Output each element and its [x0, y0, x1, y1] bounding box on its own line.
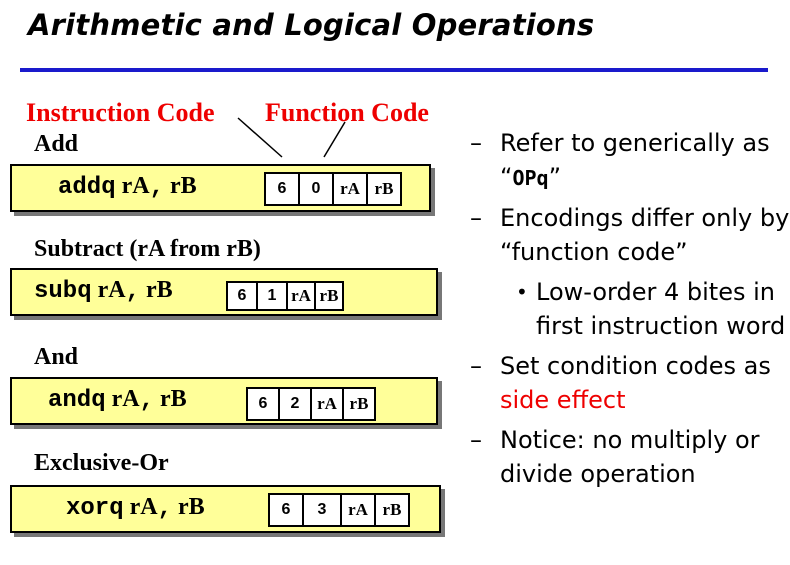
function-code-arrow	[324, 122, 345, 157]
encoding-rb: rB	[349, 394, 369, 413]
encoding-andq	[246, 387, 376, 421]
encoding-icode: 6	[266, 174, 300, 204]
opcode-mnemonic: andq	[48, 387, 106, 414]
encoding-rb: rB	[374, 179, 394, 198]
encoding-ifun: 3	[304, 495, 342, 525]
encoding-ra: rA	[342, 495, 376, 525]
encoding-xorq	[268, 493, 410, 527]
assembly-text-addq	[58, 173, 197, 201]
register-operand-a: rA	[129, 494, 158, 520]
bullet-encodings	[470, 201, 790, 269]
encoding-rb: rB	[319, 286, 339, 305]
encoding-icode: 6	[270, 495, 304, 525]
register-operand-a: rA	[121, 173, 150, 199]
encoding-icode: 6	[248, 389, 280, 419]
opcode-mnemonic: xorq	[66, 495, 124, 522]
side-effect-text: side effect	[500, 386, 626, 414]
bullet-text: Refer to generically as “	[500, 129, 770, 191]
instruction-box-subq	[10, 268, 438, 316]
section-label-subtract: Subtract (rA from rB)	[34, 236, 261, 262]
instruction-code-arrow	[238, 118, 282, 157]
operand-separator: ,	[157, 495, 172, 522]
operand-separator: ,	[125, 278, 140, 305]
encoding-ifun: 0	[300, 174, 334, 204]
encoding-ra: rA	[288, 283, 316, 309]
dash-marker: –	[470, 352, 482, 380]
section-label-xor: Exclusive-Or	[34, 450, 169, 476]
instruction-box-xorq	[10, 485, 441, 533]
section-label-and: And	[34, 344, 79, 370]
bullet-text-end: ”	[548, 163, 561, 191]
dash-marker: –	[470, 426, 482, 454]
bullet-text: Set condition codes as	[500, 352, 771, 380]
function-code-label: Function Code	[265, 98, 429, 127]
bullet-list	[470, 126, 790, 497]
bullet-text: Notice: no multiply or divide operation	[500, 426, 760, 488]
slide-title: Arithmetic and Logical Operations	[28, 8, 595, 42]
dash-marker: –	[470, 204, 482, 232]
register-operand-b: rB	[146, 277, 173, 303]
encoding-ifun: 2	[280, 389, 312, 419]
sub-bullet-text: Low-order 4 bites in first instruction word	[536, 278, 786, 340]
encoding-ifun: 1	[258, 283, 288, 309]
register-operand-b: rB	[178, 494, 205, 520]
instruction-code-label: Instruction Code	[26, 98, 215, 127]
encoding-icode: 6	[228, 283, 258, 309]
section-label-add: Add	[34, 131, 79, 157]
bullet-generic-opq	[470, 126, 790, 195]
opcode-mnemonic: addq	[58, 174, 116, 201]
assembly-text-andq	[48, 386, 187, 414]
instruction-box-addq	[10, 164, 431, 212]
bullet-no-multiply	[470, 423, 790, 491]
sub-bullet-low-order	[470, 275, 790, 343]
register-operand-a: rA	[97, 277, 126, 303]
dash-marker: –	[470, 129, 482, 157]
encoding-ra: rA	[312, 389, 344, 419]
register-operand-b: rB	[160, 386, 187, 412]
opcode-mnemonic: subq	[34, 278, 92, 305]
encoding-ra: rA	[334, 174, 368, 204]
assembly-text-subq	[34, 277, 173, 305]
instruction-box-andq	[10, 377, 438, 425]
register-operand-b: rB	[170, 173, 197, 199]
assembly-text-xorq	[66, 494, 205, 522]
bullet-condition-codes	[470, 349, 790, 417]
dot-marker: •	[516, 280, 528, 304]
opq-code: OPq	[512, 166, 549, 190]
register-operand-a: rA	[111, 386, 140, 412]
operand-separator: ,	[149, 174, 164, 201]
operand-separator: ,	[139, 387, 154, 414]
encoding-rb: rB	[382, 500, 402, 519]
encoding-subq	[226, 281, 344, 311]
bullet-text: Encodings differ only by “function code”	[500, 204, 790, 266]
encoding-addq	[264, 172, 402, 206]
